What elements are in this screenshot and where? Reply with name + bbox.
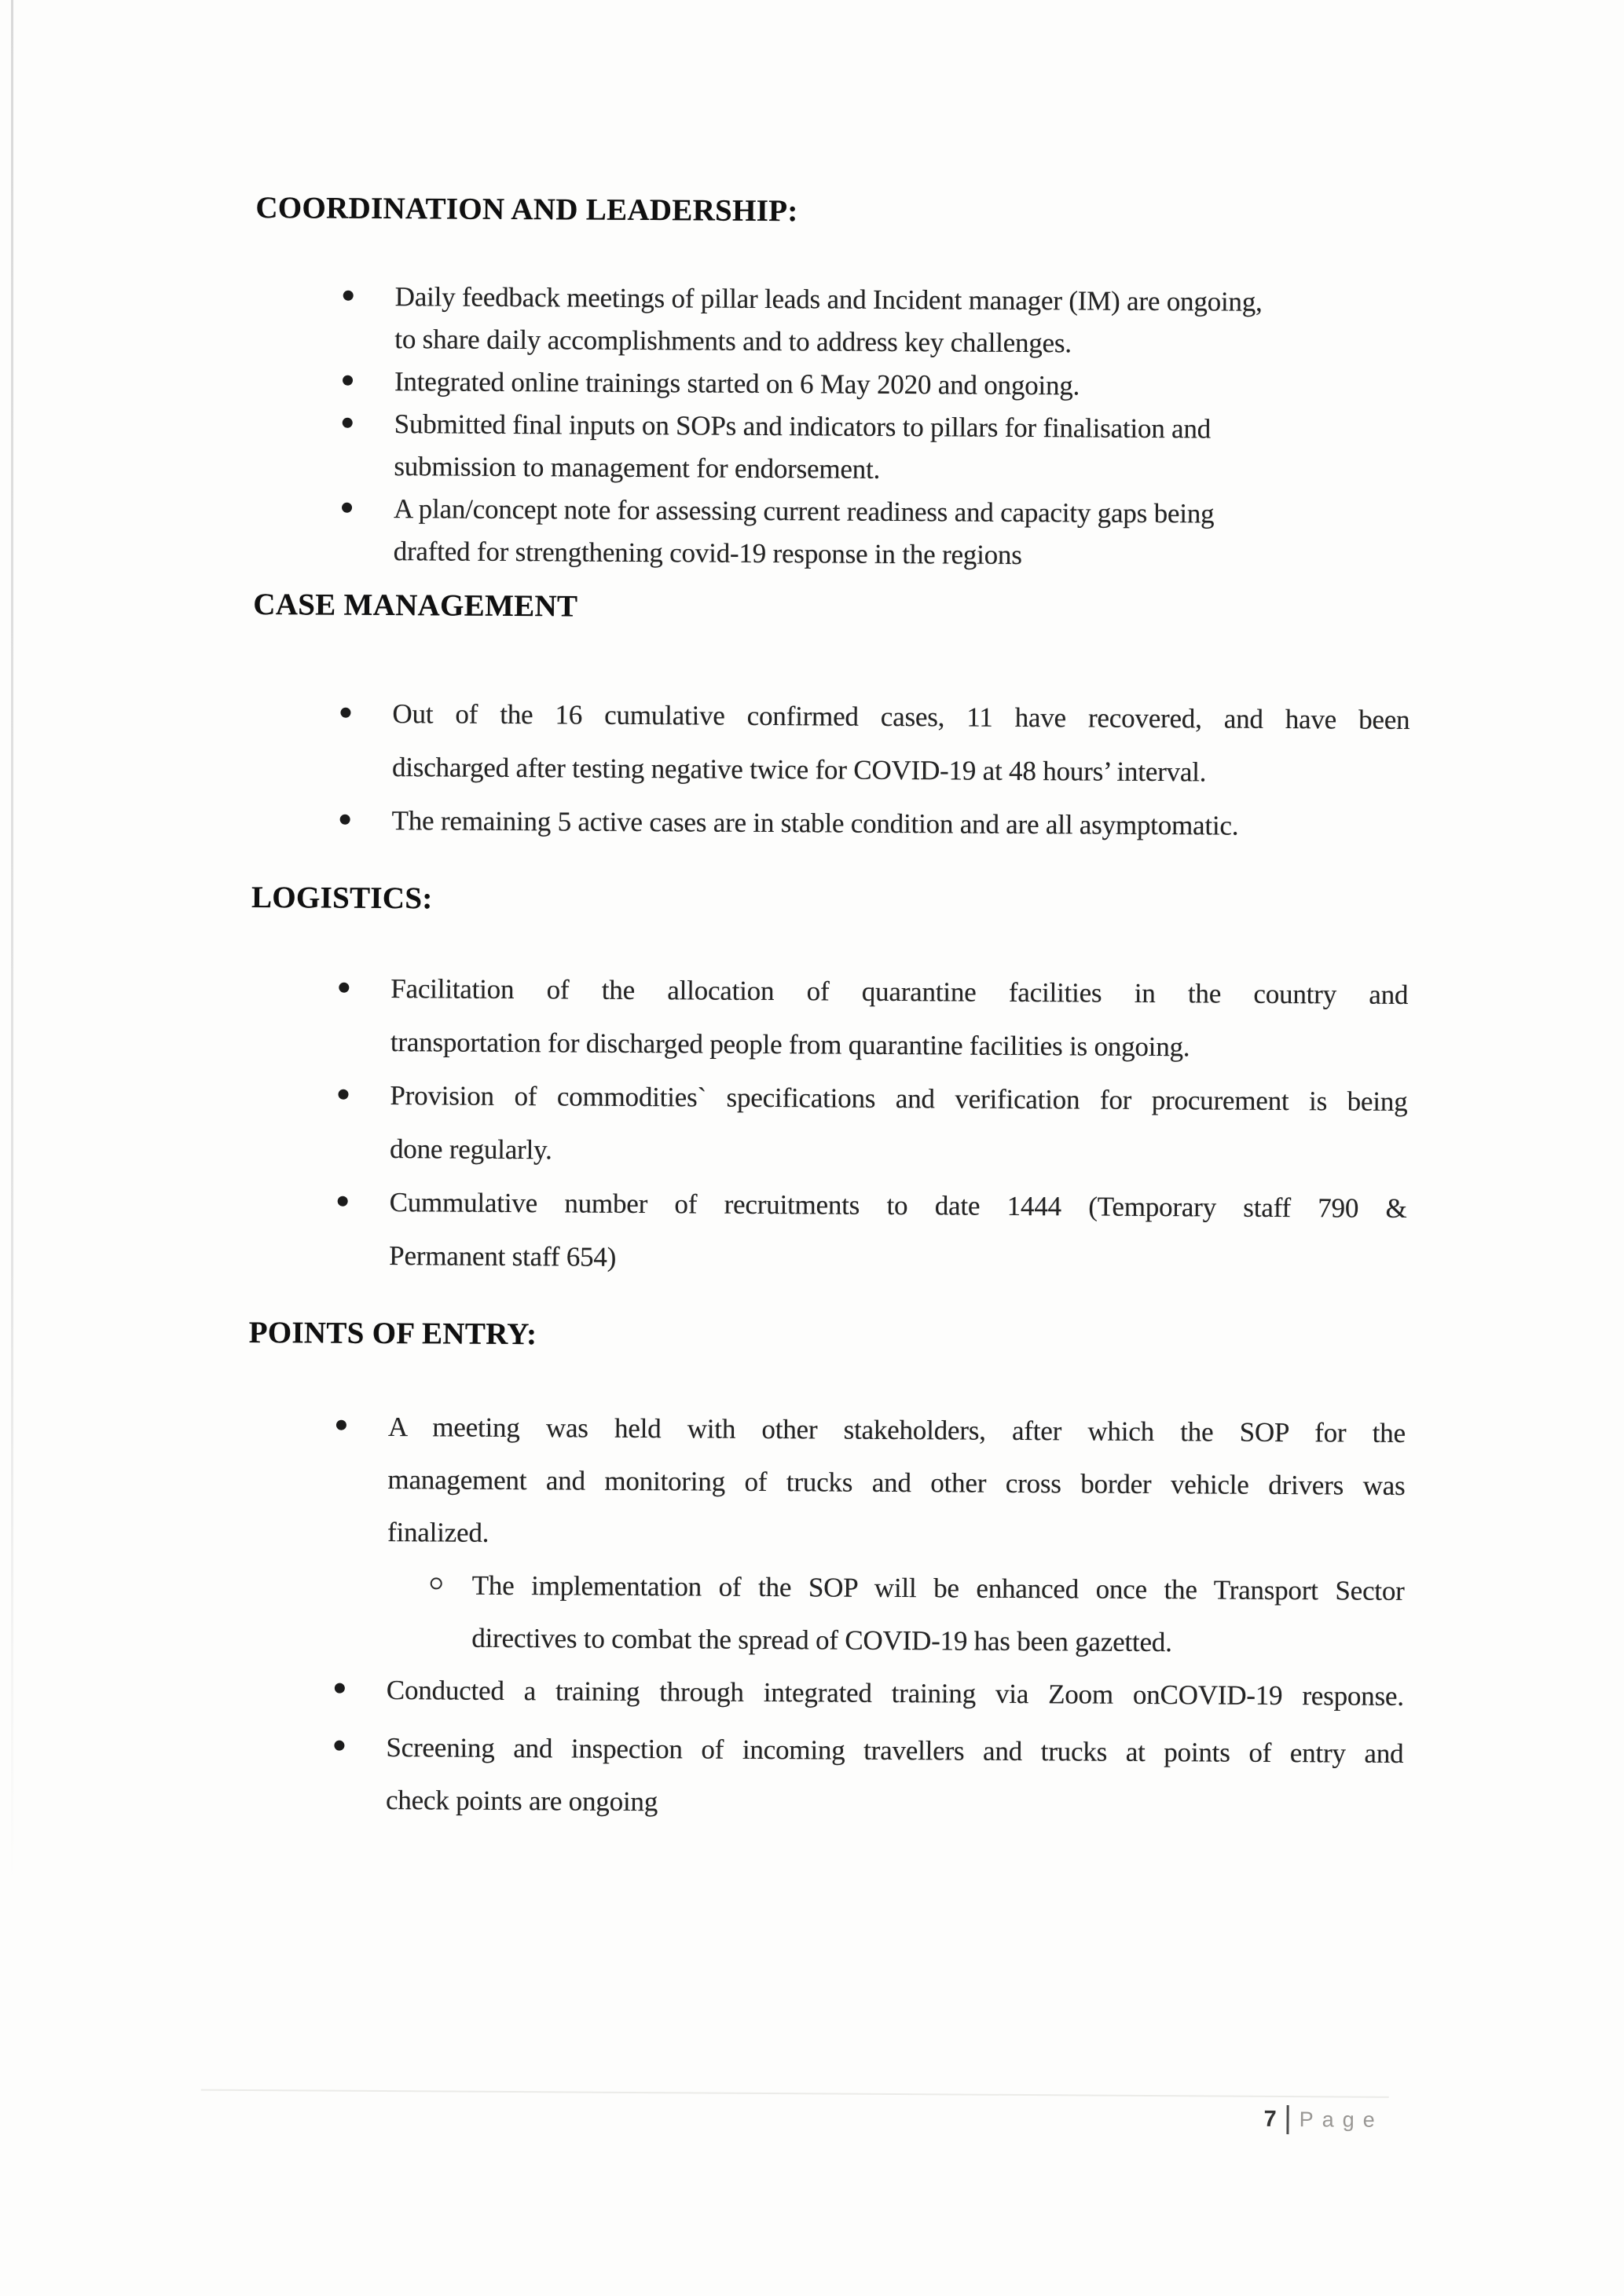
section-logistics [249,880,1409,1289]
text-line: Provision of commodities` specifications and verification for procurement is being [390,1080,1408,1117]
text-line: Cummulative number of recruitments to date 1444 (Temporary staff 790 & [389,1187,1407,1224]
page-footer [1263,2105,1383,2135]
section-case-management [251,587,1410,854]
text-line: Out of the 16 cumulative confirmed cases, 11 have recovered, and have been [392,698,1410,735]
bullet-list [249,961,1408,1289]
text-line: The remaining 5 active cases are in stable condition and are all asymptomatic. [391,805,1239,841]
list-item [254,402,1412,494]
section-heading: CASE MANAGEMENT [253,587,578,624]
text-line: finalized. [387,1517,489,1548]
bullet-list [246,1400,1406,1833]
text-line: Daily feedback meetings of pillar leads and Incident manager (IM) are ongoing, [394,281,1263,317]
list-item [252,687,1410,800]
section-heading: POINTS OF ENTRY: [248,1315,537,1352]
text-line: A meeting was held with other stakeholders, after which the SOP for the [387,1412,1406,1448]
text-line: to share daily accomplishments and to address key challenges. [394,324,1072,359]
list-item [249,1175,1407,1289]
text-line: Permanent staff 654) [389,1240,617,1273]
text-line: check points are ongoing [385,1785,658,1818]
text-line: transportation for discharged people from quarantine facilities is ongoing. [390,1027,1190,1063]
page-word: Page [1299,2107,1384,2132]
text-line: Screening and inspection of incoming travellers and trucks at points of entry and [386,1732,1404,1769]
text-line: Facilitation of the allocation of quarantine facilities in the country and [390,973,1409,1010]
bullet-list [251,687,1410,854]
text-line: management and monitoring of trucks and other cross border vehicle drivers was [387,1464,1406,1501]
text-line: directives to combat the spread of COVID-19 has been gazetted. [471,1622,1172,1658]
text-line: done regularly. [389,1133,552,1166]
list-item [246,1720,1404,1833]
page-number: 7 [1263,2106,1277,2132]
section-coordination-and-leadership [254,190,1413,579]
text-line: discharged after testing negative twice for COVID-19 at 48 hours’ interval. [391,752,1207,788]
footer-separator-bar [1287,2105,1289,2134]
list-item [251,793,1409,854]
sub-list-item [247,1558,1405,1670]
list-item [254,487,1412,579]
section-heading: COORDINATION AND LEADERSHIP: [255,190,798,229]
text-line: submission to management for endorsement. [394,451,881,485]
list-item [250,1068,1408,1182]
text-line: Submitted final inputs on SOPs and indicators to pillars for finalisation and [394,408,1212,445]
footer-rule [201,2089,1389,2098]
list-item [255,360,1412,409]
text-line: Conducted a training through integrated training via Zoom onCOVID-19 response. [386,1675,1404,1712]
section-points-of-entry [246,1315,1406,1833]
text-line: The implementation of the SOP will be enhanced once the Transport Sector [471,1569,1405,1606]
text-line: A plan/concept note for assessing current readiness and capacity gaps being [393,493,1215,529]
list-item [251,961,1409,1075]
bullet-list [254,275,1413,579]
list-item [247,1663,1404,1723]
section-heading: LOGISTICS: [251,880,433,916]
list-item [255,275,1413,367]
text-line: drafted for strengthening covid-19 response in the regions [393,536,1022,570]
list-item [247,1400,1406,1565]
text-line: Integrated online trainings started on 6 May 2020 and ongoing. [394,366,1080,401]
